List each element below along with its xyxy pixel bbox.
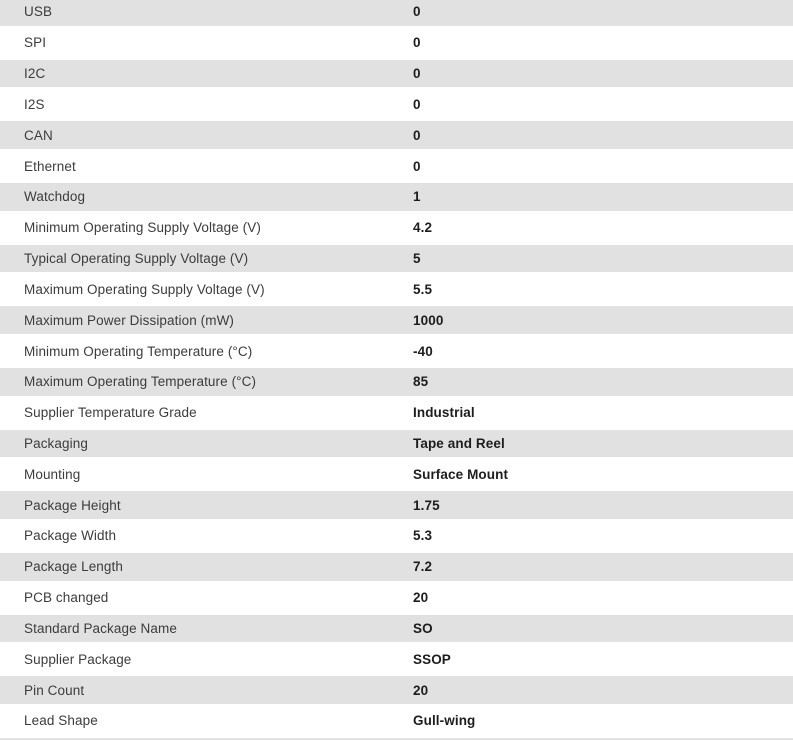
spec-value: 85 bbox=[413, 374, 429, 390]
table-row bbox=[0, 0, 793, 29]
spec-label: Package Width bbox=[24, 528, 117, 544]
spec-value: 1.75 bbox=[413, 497, 440, 513]
spec-label: USB bbox=[24, 4, 53, 20]
spec-label: Supplier Temperature Grade bbox=[24, 405, 197, 421]
spec-value: SO bbox=[413, 620, 433, 636]
spec-value: -40 bbox=[413, 343, 433, 359]
spec-value: 20 bbox=[413, 590, 429, 606]
spec-value: 20 bbox=[413, 682, 429, 698]
spec-value: 0 bbox=[413, 35, 421, 51]
spec-label: Minimum Operating Temperature (°C) bbox=[24, 343, 253, 359]
spec-label: Pin Count bbox=[24, 682, 85, 698]
table-row bbox=[0, 152, 793, 183]
spec-label: Standard Package Name bbox=[24, 620, 177, 636]
table-row bbox=[0, 615, 793, 646]
spec-label: Mounting bbox=[24, 466, 81, 482]
table-row bbox=[0, 645, 793, 676]
spec-value: SSOP bbox=[413, 651, 451, 667]
spec-label: Package Length bbox=[24, 559, 123, 575]
spec-value: 5.3 bbox=[413, 528, 433, 544]
table-row bbox=[0, 522, 793, 553]
spec-label: PCB changed bbox=[24, 590, 109, 606]
spec-value: 1 bbox=[413, 189, 421, 205]
table-row bbox=[0, 245, 793, 276]
spec-label: Supplier Package bbox=[24, 651, 132, 667]
spec-value: 4.2 bbox=[413, 220, 433, 236]
table-row bbox=[0, 491, 793, 522]
spec-label: I2S bbox=[24, 96, 45, 112]
spec-value: Gull-wing bbox=[413, 713, 476, 729]
table-row bbox=[0, 90, 793, 121]
spec-label: Watchdog bbox=[24, 189, 86, 205]
spec-label: Maximum Operating Supply Voltage (V) bbox=[24, 281, 265, 297]
spec-value: 0 bbox=[413, 66, 421, 82]
spec-value: Surface Mount bbox=[413, 466, 509, 482]
spec-label: Lead Shape bbox=[24, 713, 98, 729]
spec-value: 1000 bbox=[413, 312, 444, 328]
spec-label: Minimum Operating Supply Voltage (V) bbox=[24, 220, 261, 236]
spec-label: SPI bbox=[24, 35, 47, 51]
spec-label: I2C bbox=[24, 66, 46, 82]
spec-label: Typical Operating Supply Voltage (V) bbox=[24, 251, 249, 267]
table-row bbox=[0, 399, 793, 430]
table-row bbox=[0, 368, 793, 399]
spec-value: 5.5 bbox=[413, 281, 433, 297]
table-row bbox=[0, 430, 793, 461]
spec-value: Tape and Reel bbox=[413, 436, 505, 451]
table-row bbox=[0, 60, 793, 91]
table-row bbox=[0, 707, 793, 738]
table-row bbox=[0, 183, 793, 214]
spec-label: Maximum Power Dissipation (mW) bbox=[24, 312, 235, 328]
spec-value: Industrial bbox=[413, 405, 475, 421]
table-row bbox=[0, 306, 793, 337]
table-row bbox=[0, 553, 793, 584]
table-row bbox=[0, 460, 793, 491]
table-row bbox=[0, 121, 793, 152]
spec-label: Package Height bbox=[24, 497, 121, 513]
spec-label: CAN bbox=[24, 127, 53, 143]
spec-value: 0 bbox=[413, 158, 421, 174]
spec-value: 0 bbox=[413, 96, 421, 112]
spec-value: 5 bbox=[413, 251, 421, 267]
table-row bbox=[0, 29, 793, 60]
table-row bbox=[0, 676, 793, 707]
table-row bbox=[0, 337, 793, 368]
spec-label: Maximum Operating Temperature (°C) bbox=[24, 374, 257, 390]
spec-label: Packaging bbox=[24, 436, 88, 451]
table-row bbox=[0, 275, 793, 306]
spec-value: 7.2 bbox=[413, 559, 433, 575]
table-row bbox=[0, 214, 793, 245]
spec-value: 0 bbox=[413, 127, 421, 143]
spec-label: Ethernet bbox=[24, 158, 76, 174]
table-row bbox=[0, 584, 793, 615]
spec-value: 0 bbox=[413, 4, 421, 20]
